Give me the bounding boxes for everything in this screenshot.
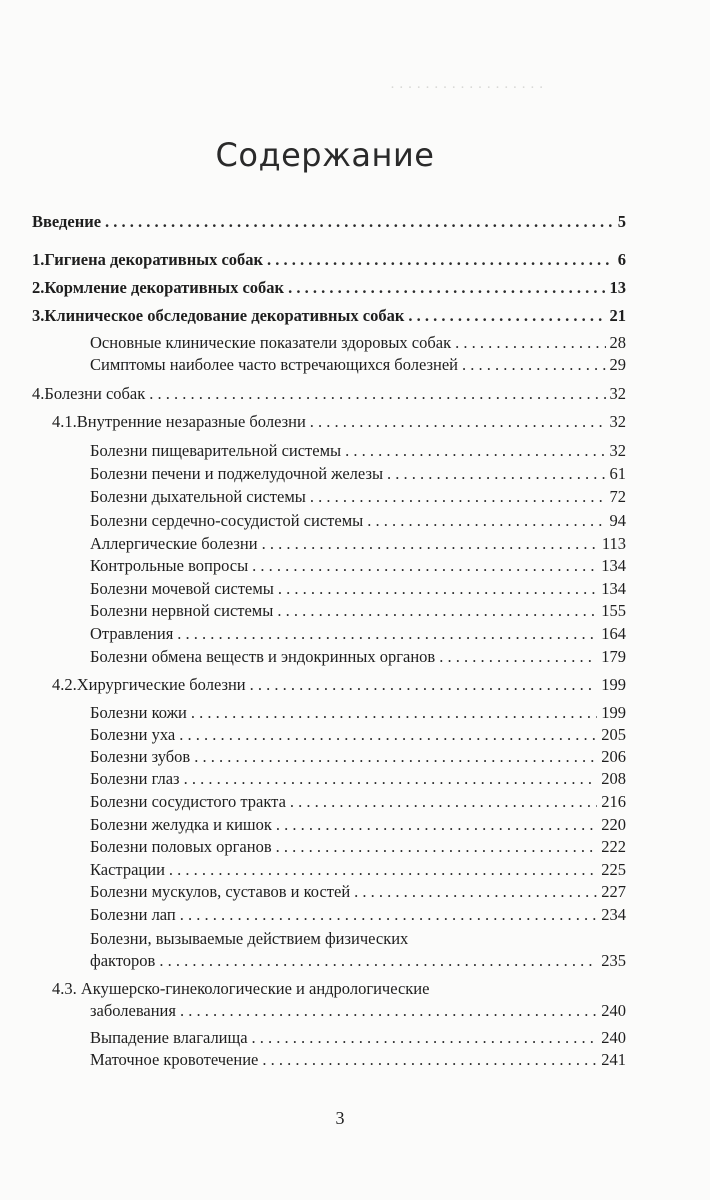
toc-entry-castration[interactable] — [90, 860, 626, 880]
toc-entry-paws[interactable] — [90, 905, 626, 925]
toc-entry-page: 241 — [601, 1050, 626, 1069]
toc-entry-page: 32 — [609, 441, 626, 460]
leader-dots — [194, 747, 597, 767]
toc-entry-label: Болезни глаз — [90, 769, 180, 788]
leader-dots — [276, 815, 597, 835]
toc-entry-teeth[interactable] — [90, 747, 626, 767]
toc-entry-chapter-2[interactable]: 2. Кормление декоративных собак . . . 13 — [32, 278, 626, 298]
toc-entry-page: 6 — [617, 250, 626, 269]
leader-dots — [455, 333, 605, 353]
toc-entry-label: Болезни нервной системы — [90, 601, 274, 620]
toc-entry-label: Болезни мускулов, суставов и костей — [90, 882, 351, 901]
toc-entry-label: Болезни дыхательной системы — [90, 487, 306, 506]
toc-entry-page: 235 — [601, 951, 626, 970]
leader-dots — [345, 441, 605, 461]
leader-dots — [180, 905, 598, 925]
toc-entry-physical-factors-line1: Болезни, вызываемые действием физических — [90, 929, 409, 948]
leader-dots — [252, 1028, 598, 1048]
toc-entry-urinary[interactable] — [90, 579, 626, 599]
toc-entry-metabolic[interactable] — [90, 647, 626, 667]
toc-entry-respiratory[interactable] — [90, 487, 626, 507]
toc-entry-label: Хирургические болезни — [76, 675, 246, 694]
toc-entry-page: 234 — [601, 905, 626, 924]
toc-entry-chapter-3[interactable]: 3. Клиническое обследование декоративных собак . . . 21 — [32, 306, 626, 326]
toc-entry-genital[interactable] — [90, 837, 626, 857]
leader-dots — [387, 464, 605, 484]
toc-entry-liver[interactable] — [90, 464, 626, 484]
leader-dots — [310, 487, 606, 507]
toc-entry-page: 61 — [609, 464, 626, 483]
toc-entry-page: 220 — [601, 815, 626, 834]
leader-dots — [439, 647, 597, 667]
toc-entry-page: 134 — [601, 579, 626, 598]
toc-entry-label: Отравления — [90, 624, 174, 643]
toc-entry-label: Болезни обмена веществ и эндокринных органов — [90, 647, 436, 666]
leader-dots — [169, 860, 597, 880]
toc-entry-label: Введение — [32, 212, 102, 231]
leader-dots — [277, 601, 597, 621]
toc-entry-vaginal-prolapse[interactable] — [90, 1028, 626, 1048]
leader-dots — [262, 534, 598, 554]
toc-entry-page: 94 — [609, 511, 626, 530]
leader-dots — [290, 792, 597, 812]
page-number: 3 — [335, 1108, 345, 1128]
toc-entry-label: факторов — [90, 951, 156, 970]
leader-dots — [288, 278, 605, 298]
toc-entry-poisoning[interactable] — [90, 624, 626, 644]
toc-entry-eyes[interactable] — [90, 769, 626, 789]
toc-entry-label: Болезни лап — [90, 905, 176, 924]
toc-entry-label: Болезни пищеварительной системы — [90, 441, 342, 460]
toc-entry-label: Болезни собак — [44, 384, 146, 403]
leader-dots — [367, 511, 605, 531]
toc-entry-label: Маточное кровотечение — [90, 1050, 259, 1069]
leader-dots — [179, 725, 597, 745]
toc-entry-section-4-2[interactable]: 4.2. Хирургические болезни . . . 199 — [52, 675, 626, 695]
leader-dots — [462, 355, 606, 375]
leader-dots — [252, 556, 597, 576]
toc-entry-page: 164 — [601, 624, 626, 643]
toc-entry-label: Клиническое обследование декоративных собак — [44, 306, 405, 325]
toc-entry-label: Болезни сосудистого тракта — [90, 792, 286, 811]
toc-entry-page: 13 — [609, 278, 626, 297]
leader-dots — [408, 306, 605, 326]
toc-entry-page: 205 — [601, 725, 626, 744]
toc-entry-page: 5 — [617, 212, 626, 231]
toc-entry-label: заболевания — [90, 1001, 176, 1020]
toc-entry-musculoskeletal[interactable] — [90, 882, 626, 902]
toc-entry-page: 179 — [601, 647, 626, 666]
toc-entry-vital-signs[interactable] — [90, 333, 626, 353]
toc-entry-page: 155 — [601, 601, 626, 620]
toc-entry-vascular-tract[interactable] — [90, 792, 626, 812]
toc-entry-control-questions[interactable] — [90, 556, 626, 576]
toc-entry-cardiovascular[interactable] — [90, 511, 626, 531]
toc-entry-label: Кастрации — [90, 860, 165, 879]
toc-entry-chapter-4[interactable]: 4. Болезни собак . . . 32 — [32, 384, 626, 404]
toc-entry-section-4-3[interactable] — [90, 1001, 626, 1021]
toc-entry-label: Болезни половых органов — [90, 837, 272, 856]
toc-entry-allergic[interactable] — [90, 534, 626, 554]
leader-dots — [177, 624, 597, 644]
toc-entry-label: Болезни печени и поджелудочной железы — [90, 464, 384, 483]
toc-entry-page: 113 — [601, 534, 626, 553]
leader-dots — [180, 1001, 597, 1021]
toc-entry-section-4-1[interactable]: 4.1. Внутренние незаразные болезни . . . 32 — [52, 412, 626, 432]
toc-entry-page: 208 — [601, 769, 626, 788]
toc-entry-page: 216 — [601, 792, 626, 811]
toc-entry-skin[interactable] — [90, 703, 626, 723]
toc-entry-label: Симптомы наиболее часто встречающихся болезней — [90, 355, 458, 374]
toc-entry-digestive[interactable] — [90, 441, 626, 461]
toc-entry-page: 32 — [609, 412, 626, 431]
bleed-through-decoration: · · · · · · · · · · · · · · · · · · — [390, 80, 544, 96]
toc-entry-page: 206 — [601, 747, 626, 766]
toc-entry-stomach[interactable] — [90, 815, 626, 835]
toc-entry-label: Болезни кожи — [90, 703, 187, 722]
toc-entry-page: 72 — [609, 487, 626, 506]
toc-entry-label: Аллергические болезни — [90, 534, 258, 553]
leader-dots — [354, 882, 597, 902]
toc-entry-page: 240 — [601, 1028, 626, 1047]
toc-entry-page: 32 — [609, 384, 626, 403]
toc-entry-label: Основные клинические показатели здоровых собак — [90, 333, 452, 352]
leader-dots — [267, 250, 614, 270]
leader-dots — [149, 384, 605, 404]
leader-dots — [278, 579, 597, 599]
toc-entry-label: Болезни сердечно-сосудистой системы — [90, 511, 364, 530]
toc-entry-label: Контрольные вопросы — [90, 556, 249, 575]
leader-dots — [310, 412, 606, 432]
toc-entry-label: Выпадение влагалища — [90, 1028, 248, 1047]
toc-entry-page: 29 — [609, 355, 626, 374]
leader-dots — [191, 703, 597, 723]
toc-entry-uterine-bleeding[interactable] — [90, 1050, 626, 1070]
toc-entry-nervous[interactable] — [90, 601, 626, 621]
toc-entry-ear[interactable] — [90, 725, 626, 745]
toc-entry-introduction[interactable] — [32, 212, 626, 232]
toc-entry-page: 227 — [601, 882, 626, 901]
leader-dots — [250, 675, 598, 695]
toc-entry-page: 134 — [601, 556, 626, 575]
toc-entry-page: 199 — [601, 703, 626, 722]
toc-entry-label: Внутренние незаразные болезни — [76, 412, 306, 431]
toc-entry-page: 240 — [601, 1001, 626, 1020]
page-title: Содержание — [215, 136, 435, 174]
toc-entry-page: 21 — [609, 306, 626, 325]
toc-entry-physical-factors[interactable] — [90, 951, 626, 971]
toc-entry-label: Болезни уха — [90, 725, 176, 744]
toc-entry-label: Болезни зубов — [90, 747, 191, 766]
toc-entry-label: Болезни мочевой системы — [90, 579, 274, 598]
toc-entry-chapter-1[interactable]: 1. Гигиена декоративных собак . . . 6 — [32, 250, 626, 270]
toc-entry-page: 222 — [601, 837, 626, 856]
toc-entry-page: 199 — [601, 675, 626, 694]
toc-entry-page: 225 — [601, 860, 626, 879]
leader-dots — [184, 769, 598, 789]
toc-entry-section-4-3-line1: 4.3. Акушерско-гинекологические и андрологические — [52, 979, 430, 998]
leader-dots — [262, 1050, 597, 1070]
toc-entry-label: Болезни желудка и кишок — [90, 815, 272, 834]
toc-entry-label: Гигиена декоративных собак — [44, 250, 264, 269]
toc-entry-page: 28 — [609, 333, 626, 352]
leader-dots — [276, 837, 598, 857]
toc-entry-label: Кормление декоративных собак — [44, 278, 285, 297]
toc-entry-symptoms[interactable] — [90, 355, 626, 375]
leader-dots — [159, 951, 597, 971]
leader-dots — [105, 212, 614, 232]
